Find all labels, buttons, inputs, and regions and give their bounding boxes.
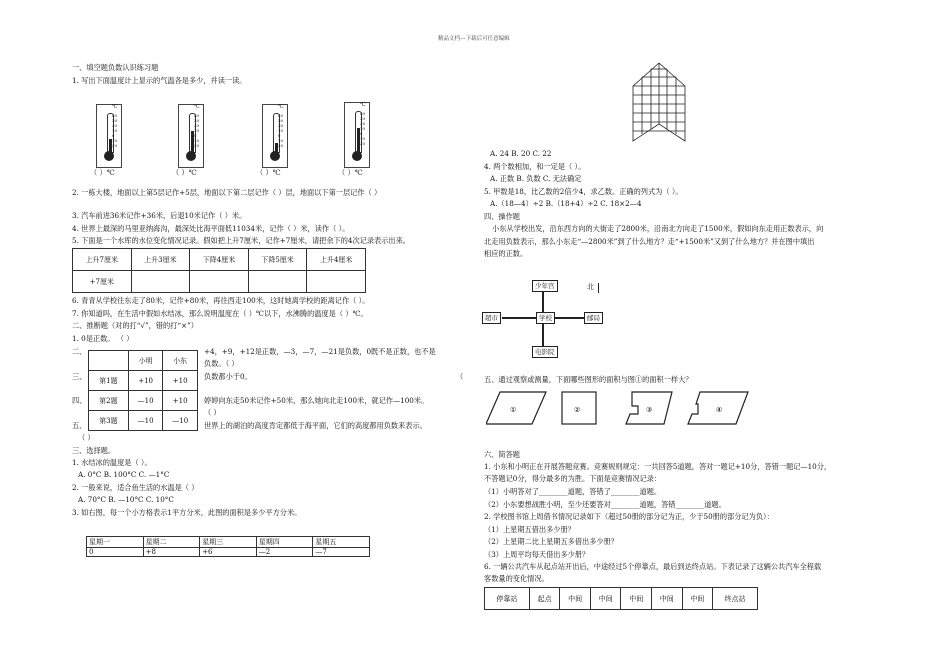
judge-5-paren: （ ） xyxy=(78,433,95,442)
thermometer-4-unit: ℃ xyxy=(360,102,366,108)
table-header-cell: 星期一 xyxy=(87,537,144,548)
table-header-cell: 小东 xyxy=(163,351,198,371)
judge-4-paren: （ ） xyxy=(204,408,221,417)
page-header: 精品文档---下载后可任意编辑 xyxy=(438,36,510,42)
question-3: 3. 汽车前进36米记作+36米，后退10米记作（ ）米。 xyxy=(72,211,247,220)
water-level-table xyxy=(72,248,366,293)
table-header-cell: 上升7厘米 xyxy=(73,249,132,271)
thermometer-4-blank[interactable]: （ ）℃ xyxy=(338,168,363,177)
judge-2-paren: 负数。（ ） xyxy=(204,359,239,368)
table-cell: —10 xyxy=(163,411,198,431)
thermometer-3-blank[interactable]: （ ）℃ xyxy=(256,168,281,177)
map-label-supermarket: 超市 xyxy=(482,312,501,324)
section-4-title: 四、操作题 xyxy=(484,212,520,221)
table-cell: +10 xyxy=(163,371,198,391)
choice-1-options[interactable]: A. 0°C B. 100°C C. —1°C xyxy=(78,470,170,479)
table-cell-input[interactable] xyxy=(131,271,190,293)
thermometer-4 xyxy=(344,102,370,168)
section-6-title: 六、简答题 xyxy=(484,450,520,459)
shape-label-4: ④ xyxy=(716,406,723,414)
table-cell: 第2题 xyxy=(89,391,129,411)
operation-text-3: 相应的正数。 xyxy=(484,249,528,258)
choice-4-options[interactable]: A. 正数 B. 负数 C. 无法确定 xyxy=(490,174,582,183)
judge-1: 1. 0是正数。 （ ） xyxy=(72,334,134,343)
thermometer-2-blank[interactable]: （ ）℃ xyxy=(172,168,197,177)
grid-figure xyxy=(632,62,686,142)
section-1-title: 一、填空题负数认识练习题 xyxy=(72,63,159,72)
table-cell: 中间 xyxy=(682,588,713,610)
shape-label-1: ① xyxy=(510,406,517,414)
table-cell: 0 xyxy=(87,548,144,557)
judge-3: 负数都小于0。 xyxy=(204,372,252,381)
answer-1d[interactable]: （2）小东要想战胜小明，至少还要答对________道题，答错________道题。 xyxy=(484,500,726,509)
north-arrow-icon xyxy=(598,283,599,293)
table-cell: 终点站 xyxy=(713,588,758,610)
question-5: 5. 下面是一个水库的水位变化情况记录。假如把上升7厘米，记作+7厘米，请把余下的4次记录表示出来。 xyxy=(72,236,410,245)
table-header-cell: 上升3厘米 xyxy=(131,249,190,271)
judge-4-lead: 四、 xyxy=(72,396,87,405)
choice-2: 2. 一般来说，适合鱼生活的水温是（ ） xyxy=(72,483,199,492)
thermometer-scale: 40 30 20 10 0 10 20 xyxy=(359,111,365,146)
thermometer-1-unit: ℃ xyxy=(112,104,118,110)
thermometer-scale: 40 30 20 10 0 10 20 xyxy=(193,113,199,148)
table-cell-input[interactable] xyxy=(307,271,366,293)
thermometer-3 xyxy=(262,104,288,168)
thermometer-2 xyxy=(178,104,204,168)
choice-1: 1. 水结冰的温度是（ ）。 xyxy=(72,458,152,467)
table-cell: +10 xyxy=(163,391,198,411)
table-cell-input[interactable] xyxy=(248,271,307,293)
table-header-cell: 停靠站 xyxy=(485,588,530,610)
table-cell: —2 xyxy=(256,548,313,557)
judge-2: +4，+9，+12是正数，—3，—7，—21是负数，0既不是正数，也不是 xyxy=(204,347,436,356)
answer-2c: （3）上周平均每天借出多少册？ xyxy=(484,550,590,559)
answer-1b: 不答题记0分，得分最多的为胜。下面是竞赛情况记录： xyxy=(484,474,662,483)
map-label-youth-palace: 少年宫 xyxy=(532,280,558,292)
bus-stop-table xyxy=(484,587,758,610)
choice-2-options[interactable]: A. 70°C B. —10°C C. 10°C xyxy=(78,495,174,504)
answer-2: 2. 学校图书馆上周借书情况记录如下（超过50册的部分记为正，少于50册的部分记为负）： xyxy=(484,512,774,521)
judge-5: 世界上的湖泊的高度肯定都低于海平面，它们的高度都用负数来表示。 xyxy=(204,421,427,430)
map-label-post-office: 邮局 xyxy=(584,312,603,324)
choice-3: 3. 如右图，每一个小方格表示1平方分米，此图的面积是多少平方分米。 xyxy=(72,508,302,517)
thermometer-1 xyxy=(96,104,122,168)
answer-2b: （2）上星期二比上星期五多借出多少册？ xyxy=(484,537,618,546)
thermometer-scale: 40 30 20 10 0 10 20 xyxy=(111,113,117,148)
table-header-cell: 上升4厘米 xyxy=(307,249,366,271)
table-cell: —10 xyxy=(128,411,163,431)
map-label-school: 学校 xyxy=(536,312,555,324)
table-cell: +6 xyxy=(200,548,257,557)
choice-5-options[interactable]: A.（18—4）÷2 B.（18+4）÷2 C. 18×2—4 xyxy=(490,199,642,208)
question-1: 1. 写出下面温度计上显示的气温各是多少，并读一读。 xyxy=(72,76,247,85)
question-2: 2. 一栋大楼，地面以上第5层记作+5层，地面以下第二层记作（ ）层，地面以下第一层记作（ ） xyxy=(72,188,382,197)
table-cell: —7 xyxy=(313,548,370,557)
map-figure xyxy=(482,280,612,360)
question-7: 7. 你知道吗，在生活中假如水结冰，那么说明温度在（ ）℃以下，水沸腾的温度是（ ）℃。 xyxy=(72,309,368,318)
library-week-table xyxy=(86,536,370,557)
map-label-cinema: 电影院 xyxy=(532,346,558,358)
table-header-cell: 星期三 xyxy=(200,537,257,548)
section-5-title: 五、通过观察或测量，下面哪些图形的面积与图①的面积一样大？ xyxy=(484,375,693,384)
table-header-cell: 下降5厘米 xyxy=(248,249,307,271)
table-cell: 中间 xyxy=(652,588,683,610)
question-6: 6. 青青从学校往东走了80米，记作+80米，再往西走100米，这时她离学校的距离记作（ ）。 xyxy=(72,296,370,305)
answer-6b: 客数量的变化情况。 xyxy=(484,574,549,583)
operation-text-1: 小东从学校出发，沿东西方向的大街走了2800米，沿南北方向走了1500米，假如向东走用正数表示，向 xyxy=(492,224,824,233)
shape-label-3: ③ xyxy=(646,406,653,414)
choice-5: 5. 甲数是18，比乙数的2倍少4，求乙数。正确的列式为（ ）。 xyxy=(484,187,683,196)
question-4: 4. 世界上最深的马里亚纳海沟，最深处比海平面低11034米，记作（ ）米，读作（ ）。 xyxy=(72,224,350,233)
answer-1a: 1. 小东和小明正在开展答题竞赛。竞赛规则规定：一共回答5道题，答对一题记+10分，答错一题记—10分， xyxy=(484,462,832,471)
table-cell: +8 xyxy=(143,548,200,557)
judge-3-paren: （ xyxy=(456,372,464,381)
table-header-cell: 星期四 xyxy=(256,537,313,548)
thermometer-1-blank[interactable]: （ ）℃ xyxy=(90,168,115,177)
table-cell: +7厘米 xyxy=(73,271,132,293)
answer-2a: （1）上星期五借出多少册？ xyxy=(484,525,575,534)
thermometer-scale: 40 30 20 10 0 10 20 xyxy=(277,113,283,148)
judge-4: 婷婷向东走50米记作+50米，那么她向北走100米，就记作—100米。 xyxy=(204,396,429,405)
table-cell: +10 xyxy=(128,371,163,391)
table-cell: —10 xyxy=(128,391,163,411)
table-cell: 中间 xyxy=(560,588,591,610)
shape-label-2: ② xyxy=(574,406,581,414)
score-table xyxy=(88,350,198,431)
choice-4: 4. 两个数相加，和一定是（ ）。 xyxy=(484,162,586,171)
answer-6a: 6. 一辆公共汽车从起点站开出后，中途经过5个停靠点，最后到达终点站。下表记录了这辆公共汽车全程载 xyxy=(484,562,822,571)
section-3-title: 三、选择题。 xyxy=(72,446,116,455)
table-header-cell: 星期五 xyxy=(313,537,370,548)
table-header-cell: 星期二 xyxy=(143,537,200,548)
section-2-title: 二、推断题（对的打“√”，错的打“×”） xyxy=(72,321,198,330)
table-cell: 第1题 xyxy=(89,371,129,391)
answer-1c[interactable]: （1）小明答对了________道题，答错了________道题。 xyxy=(484,487,662,496)
table-header-cell: 下降4厘米 xyxy=(190,249,249,271)
table-header-cell: 小明 xyxy=(128,351,163,371)
table-cell: 起点 xyxy=(529,588,560,610)
choice-3-options[interactable]: A. 24 B. 20 C. 22 xyxy=(490,149,552,158)
table-cell-input[interactable] xyxy=(190,271,249,293)
thermometer-2-unit: ℃ xyxy=(194,104,200,110)
judge-2-lead: 二、 xyxy=(72,347,87,356)
table-cell: 中间 xyxy=(621,588,652,610)
table-cell: 中间 xyxy=(590,588,621,610)
area-shapes xyxy=(486,388,766,428)
thermometer-3-unit: ℃ xyxy=(278,104,284,110)
north-arrow-label: 北 xyxy=(587,283,594,291)
judge-5-lead: 五、 xyxy=(72,421,87,430)
operation-text-2: 北走用负数表示，那么小东走“—2800米”到了什么地方？走“+1500米”又到了什么地方？并在图中填出 xyxy=(484,237,815,246)
judge-3-lead: 三、 xyxy=(72,372,87,381)
table-header-cell xyxy=(89,351,129,371)
table-cell: 第3题 xyxy=(89,411,129,431)
